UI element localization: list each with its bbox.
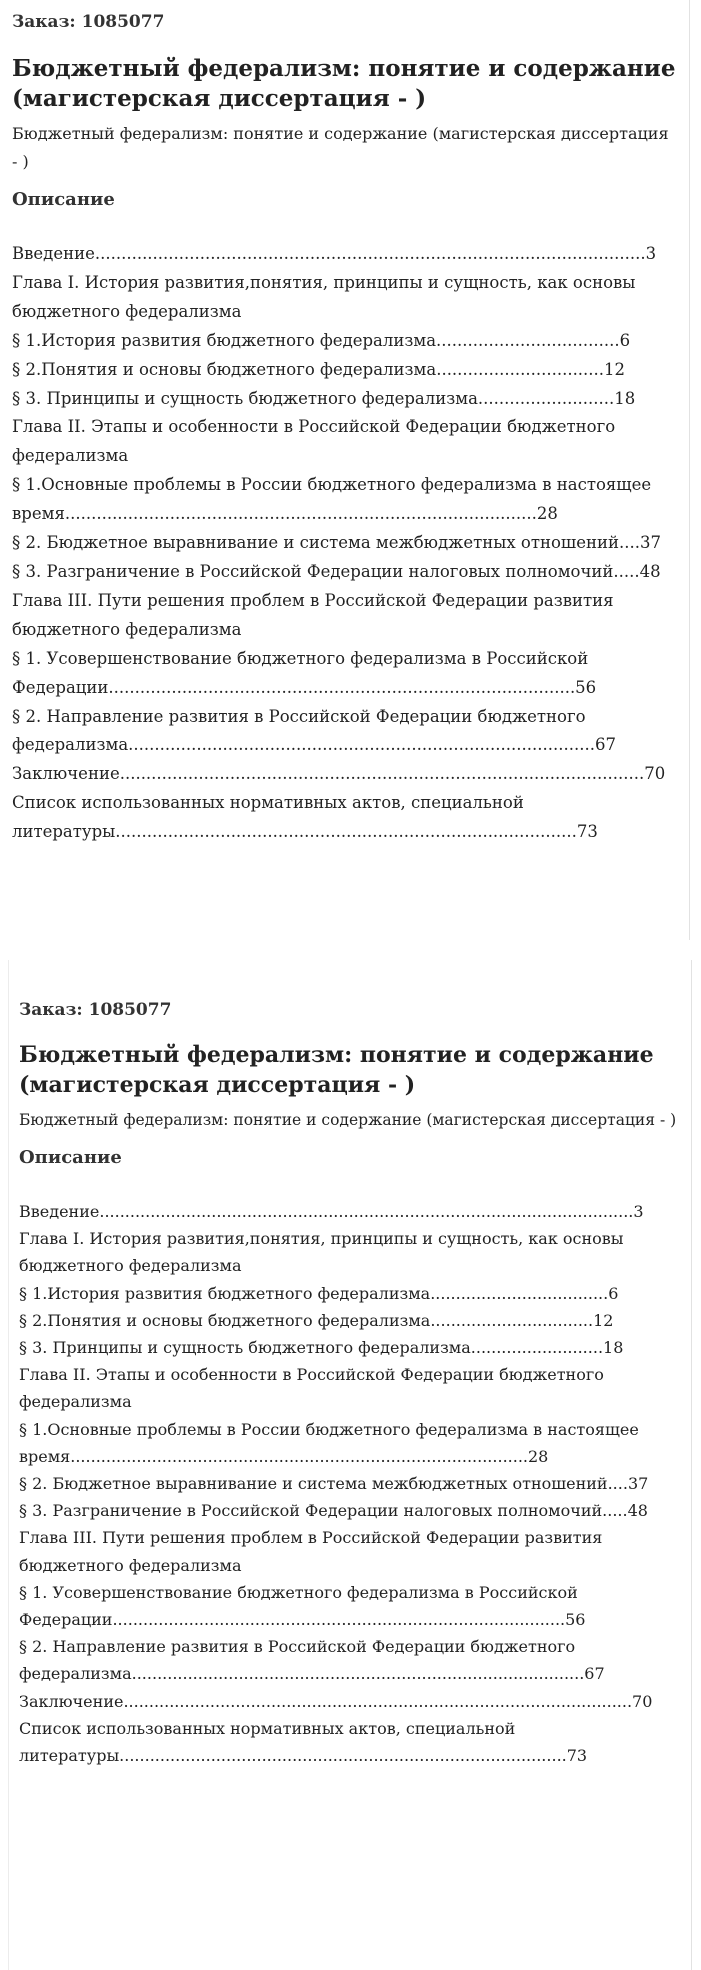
order-card-1 (0, 0, 690, 940)
order-card-content (19, 998, 679, 1769)
toc-item: § 3. Принципы и сущность бюджетного федерализма..........................18 (19, 1338, 624, 1358)
toc-item: Глава II. Этапы и особенности в Российской Федерации бюджетного федерализма (19, 1365, 609, 1412)
page-subtitle: Бюджетный федерализм: понятие и содержание (магистерская диссертация - ) (12, 124, 669, 171)
toc-item: § 3. Принципы и сущность бюджетного федерализма..........................18 (12, 388, 636, 408)
page-title: Бюджетный федерализм: понятие и содержание (магистерская диссертация - ) (19, 1042, 654, 1098)
toc-item: Заключение....................................................................................................70 (19, 1691, 653, 1711)
toc-item: § 1.Основные проблемы в России бюджетного федерализма в настоящее время..........................................................................................28 (12, 475, 657, 524)
toc-item: Список использованных нормативных актов, специальной литературы........................................................................................73 (12, 793, 598, 842)
toc-item: § 2.Понятия и основы бюджетного федерализма................................12 (12, 359, 626, 379)
toc-item: Глава III. Пути решения проблем в Российской Федерации развития бюджетного федерализма (12, 590, 619, 639)
toc-item: § 2. Направление развития в Российской Федерации бюджетного федерализма.........................................................................................67 (12, 706, 616, 755)
toc-item: Введение.........................................................................................................3 (12, 244, 657, 263)
description-heading: Описание (12, 189, 115, 210)
toc-item: § 3. Разграничение в Российской Федерации налоговых полномочий.....48 (19, 1501, 648, 1521)
page-subtitle: Бюджетный федерализм: понятие и содержание (магистерская диссертация - ) (19, 1111, 677, 1129)
toc-item: § 2.Понятия и основы бюджетного федерализма................................12 (19, 1310, 614, 1330)
toc-item: Глава II. Этапы и особенности в Российской Федерации бюджетного федерализма (12, 417, 621, 466)
table-of-contents (19, 1198, 679, 1769)
page-title: Бюджетный федерализм: понятие и содержание (магистерская диссертация - ) (12, 55, 676, 112)
toc-item: § 1. Усовершенствование бюджетного федерализма в Российской Федерации.........................................................................................56 (12, 648, 597, 697)
toc-item: § 3. Разграничение в Российской Федерации налоговых полномочий.....48 (12, 561, 661, 581)
toc-item: Глава I. История развития,понятия, принципы и сущность, как основы бюджетного федерализма (12, 272, 641, 321)
order-card-2 (8, 960, 692, 1970)
toc-item: § 2. Бюджетное выравнивание и система межбюджетных отношений....37 (12, 533, 661, 553)
toc-item: § 2. Бюджетное выравнивание и система межбюджетных отношений....37 (19, 1474, 649, 1494)
table-of-contents (12, 240, 678, 847)
toc-item: Введение.........................................................................................................3 (19, 1202, 644, 1221)
toc-item: § 1.История развития бюджетного федерализма...................................6 (19, 1283, 619, 1303)
toc-item: § 2. Направление развития в Российской Федерации бюджетного федерализма.........................................................................................67 (19, 1637, 605, 1684)
description-heading: Описание (19, 1147, 122, 1168)
toc-item: § 1.Основные проблемы в России бюджетного федерализма в настоящее время..........................................................................................28 (19, 1419, 644, 1466)
order-number: Заказ: 1085077 (19, 1000, 172, 1020)
toc-item: § 1.История развития бюджетного федерализма...................................6 (12, 330, 631, 350)
toc-item: Глава I. История развития,понятия, принципы и сущность, как основы бюджетного федерализма (19, 1229, 629, 1276)
toc-item: Заключение....................................................................................................70 (12, 764, 666, 784)
toc-item: § 1. Усовершенствование бюджетного федерализма в Российской Федерации.........................................................................................56 (19, 1582, 586, 1630)
order-card-content (12, 10, 678, 847)
toc-item: Глава III. Пути решения проблем в Российской Федерации развития бюджетного федерализма (19, 1528, 608, 1575)
toc-item: Список использованных нормативных актов, специальной литературы........................................................................................73 (19, 1718, 588, 1766)
order-number: Заказ: 1085077 (12, 12, 165, 32)
